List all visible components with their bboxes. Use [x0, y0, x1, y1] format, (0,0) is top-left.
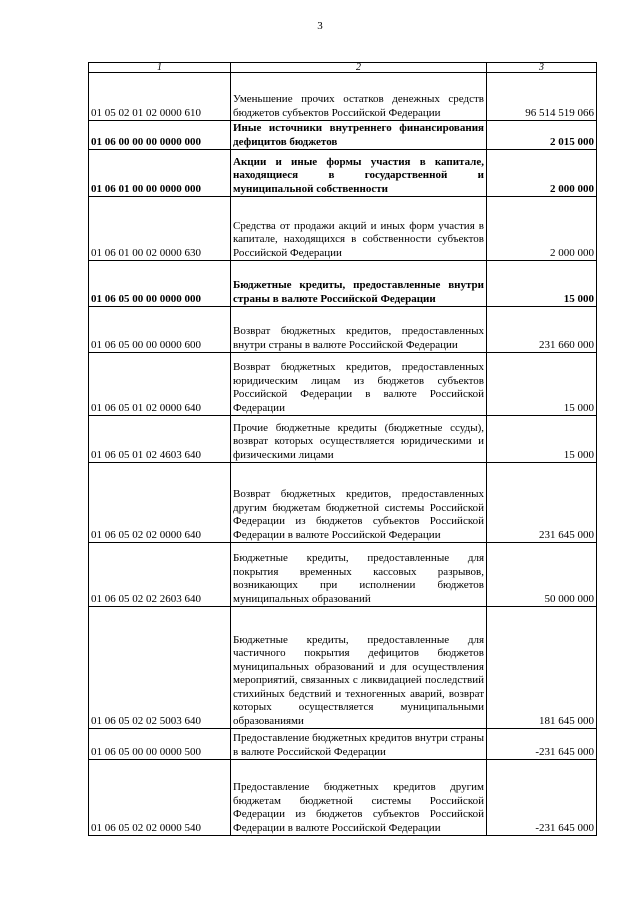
row-description: Иные источники внутреннего финансирования дефицитов бюджетов — [231, 121, 487, 150]
table-row — [89, 307, 597, 353]
row-code: 01 06 01 00 02 0000 630 — [89, 197, 231, 261]
row-amount: 2 000 000 — [487, 150, 597, 197]
table-row — [89, 729, 597, 760]
column-header-description: 2 — [231, 63, 487, 73]
row-description: Акции и иные формы участия в капитале, находящиеся в государственной и муниципальной собственности — [231, 150, 487, 197]
table-row — [89, 73, 597, 121]
row-description: Возврат бюджетных кредитов, предоставленных юридическим лицам из бюджетов субъектов Российской Федерации в валюте Российской Федерации — [231, 353, 487, 416]
row-amount: 231 645 000 — [487, 463, 597, 543]
budget-sources-table — [88, 62, 597, 836]
row-amount: -231 645 000 — [487, 729, 597, 760]
row-code: 01 06 05 01 02 0000 640 — [89, 353, 231, 416]
column-header-amount: 3 — [487, 63, 597, 73]
column-header-code: 1 — [89, 63, 231, 73]
table-row — [89, 353, 597, 416]
table-row — [89, 121, 597, 150]
table-body — [89, 73, 597, 836]
row-description: Прочие бюджетные кредиты (бюджетные ссуды), возврат которых осуществляется юридическими и физическими лицами — [231, 416, 487, 463]
row-amount: 15 000 — [487, 261, 597, 307]
row-description: Средства от продажи акций и иных форм участия в капитале, находящихся в собственности субъектов Российской Федерации — [231, 197, 487, 261]
page-number: 3 — [317, 20, 323, 32]
row-description: Возврат бюджетных кредитов, предоставленных внутри страны в валюте Российской Федерации — [231, 307, 487, 353]
row-amount: 15 000 — [487, 416, 597, 463]
row-amount: 50 000 000 — [487, 543, 597, 607]
row-amount: 231 660 000 — [487, 307, 597, 353]
table-row — [89, 607, 597, 729]
row-amount: 15 000 — [487, 353, 597, 416]
row-amount: 2 000 000 — [487, 197, 597, 261]
row-description: Предоставление бюджетных кредитов другим бюджетам бюджетной системы Российской Федерации из бюджетов субъектов Российской Федерации в валюте Российской Федерации — [231, 760, 487, 836]
row-amount: 2 015 000 — [487, 121, 597, 150]
row-amount: -231 645 000 — [487, 760, 597, 836]
table-row — [89, 416, 597, 463]
row-code: 01 06 05 02 02 0000 640 — [89, 463, 231, 543]
table-row — [89, 463, 597, 543]
row-amount: 181 645 000 — [487, 607, 597, 729]
row-code: 01 06 05 00 00 0000 000 — [89, 261, 231, 307]
table-row — [89, 760, 597, 836]
row-code: 01 06 00 00 00 0000 000 — [89, 121, 231, 150]
row-code: 01 05 02 01 02 0000 610 — [89, 73, 231, 121]
row-description: Бюджетные кредиты, предоставленные для покрытия временных кассовых разрывов, возникающих при исполнении бюджетов муниципальных образований — [231, 543, 487, 607]
row-code: 01 06 05 00 00 0000 500 — [89, 729, 231, 760]
table-header-row — [89, 63, 597, 73]
row-description: Уменьшение прочих остатков денежных средств бюджетов субъектов Российской Федерации — [231, 73, 487, 121]
table-row — [89, 197, 597, 261]
row-description: Предоставление бюджетных кредитов внутри страны в валюте Российской Федерации — [231, 729, 487, 760]
row-description: Бюджетные кредиты, предоставленные для частичного покрытия дефицитов бюджетов муниципальных образований и для осуществления мероприятий, связанных с ликвидацией последствий стихийных бедствий и техногенных аварий, возврат которых осуществляется муниципальными образованиями — [231, 607, 487, 729]
row-description: Возврат бюджетных кредитов, предоставленных другим бюджетам бюджетной системы Российской Федерации из бюджетов субъектов Российской Федерации в валюте Российской Федерации — [231, 463, 487, 543]
row-code: 01 06 05 02 02 2603 640 — [89, 543, 231, 607]
row-code: 01 06 05 01 02 4603 640 — [89, 416, 231, 463]
table-row — [89, 150, 597, 197]
table-row — [89, 543, 597, 607]
row-code: 01 06 05 02 02 5003 640 — [89, 607, 231, 729]
row-code: 01 06 05 02 02 0000 540 — [89, 760, 231, 836]
table-row — [89, 261, 597, 307]
row-code: 01 06 05 00 00 0000 600 — [89, 307, 231, 353]
row-amount: 96 514 519 066 — [487, 73, 597, 121]
row-code: 01 06 01 00 00 0000 000 — [89, 150, 231, 197]
row-description: Бюджетные кредиты, предоставленные внутри страны в валюте Российской Федерации — [231, 261, 487, 307]
